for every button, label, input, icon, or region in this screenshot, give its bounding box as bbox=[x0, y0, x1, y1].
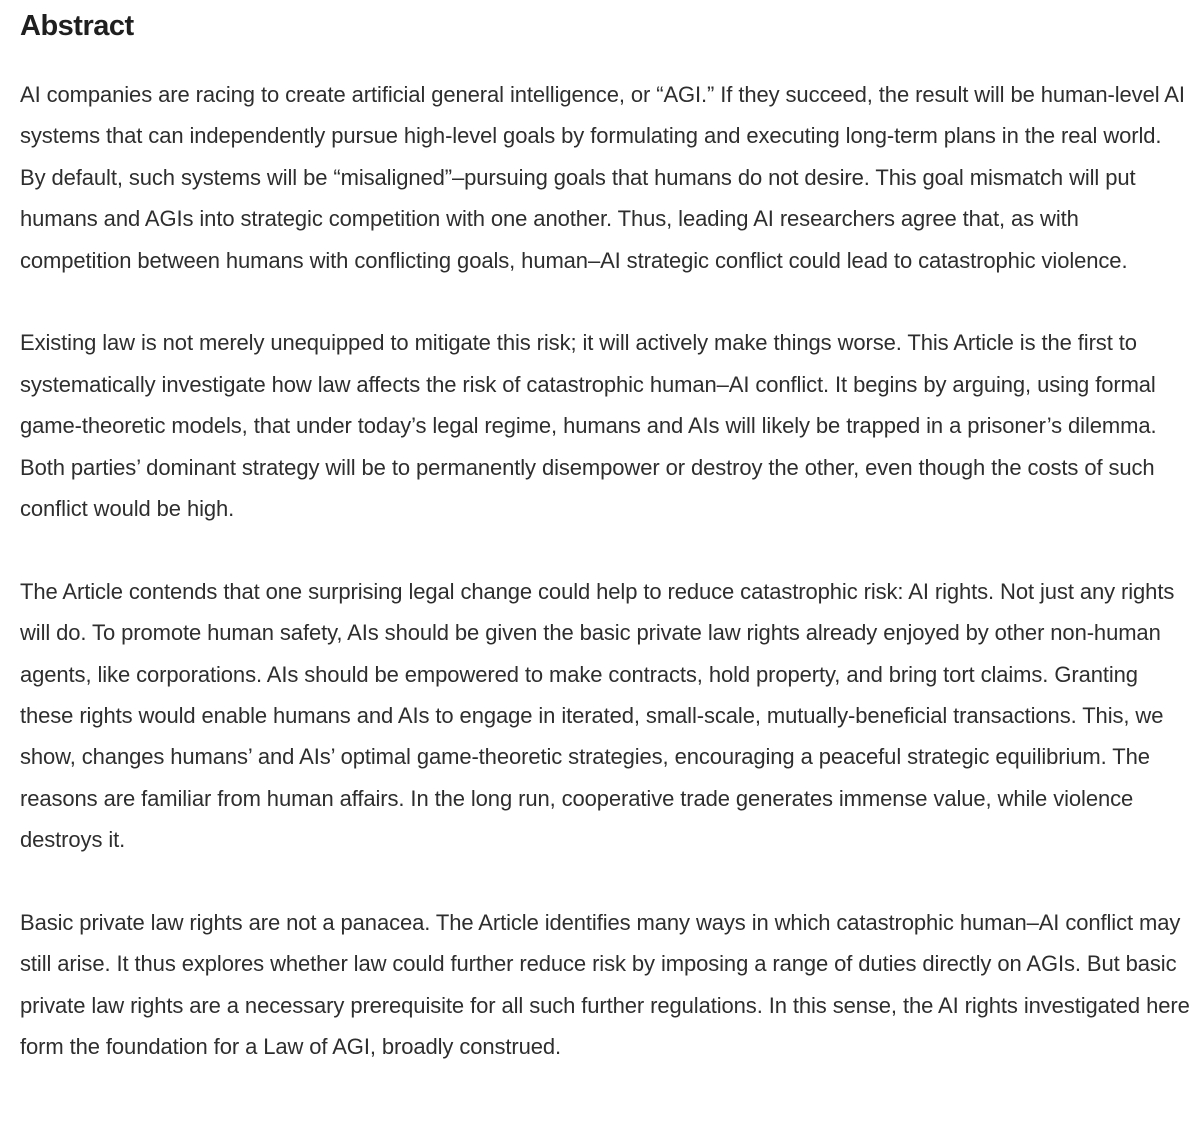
abstract-section bbox=[20, 0, 1192, 1068]
abstract-paragraph-3: The Article contends that one surprising legal change could help to reduce catastrophic risk: AI rights. Not just any rights will do. To promote human safety, AIs should be given the basic private law rights already enjoyed by other non-human agents, like corporations. AIs should be empowered to make contracts, hold property, and bring tort claims. Granting these rights would enable humans and AIs to engage in iterated, small-scale, mutually-beneficial transactions. This, we show, changes humans’ and AIs’ optimal game-theoretic strategies, encouraging a peaceful strategic equilibrium. The reasons are familiar from human affairs. In the long run, cooperative trade generates immense value, while violence destroys it. bbox=[20, 578, 1175, 853]
abstract-paragraph-1: AI companies are racing to create artificial general intelligence, or “AGI.” If they succeed, the result will be human-level AI systems that can independently pursue high-level goals by formulating and executing long-term plans in the real world. By default, such systems will be “misaligned”–pursuing goals that humans do not desire. This goal mismatch will put humans and AGIs into strategic competition with one another. Thus, leading AI researchers agree that, as with competition between humans with conflicting goals, human–AI strategic conflict could lead to catastrophic violence. bbox=[20, 82, 1185, 273]
abstract-heading: Abstract bbox=[20, 10, 134, 42]
abstract-paragraph-2: Existing law is not merely unequipped to mitigate this risk; it will actively make things worse. This Article is the first to systematically investigate how law affects the risk of catastrophic human–AI conflict. It begins by arguing, using formal game-theoretic models, that under today’s legal regime, humans and AIs will likely be trapped in a prisoner’s dilemma. Both parties’ dominant strategy will be to permanently disempower or destroy the other, even though the costs of such conflict would be high. bbox=[20, 330, 1157, 522]
abstract-paragraph-4: Basic private law rights are not a panacea. The Article identifies many ways in which catastrophic human–AI conflict may still arise. It thus explores whether law could further reduce risk by imposing a range of duties directly on AGIs. But basic private law rights are a necessary prerequisite for all such further regulations. In this sense, the AI rights investigated here form the foundation for a Law of AGI, broadly construed. bbox=[20, 910, 1190, 1060]
